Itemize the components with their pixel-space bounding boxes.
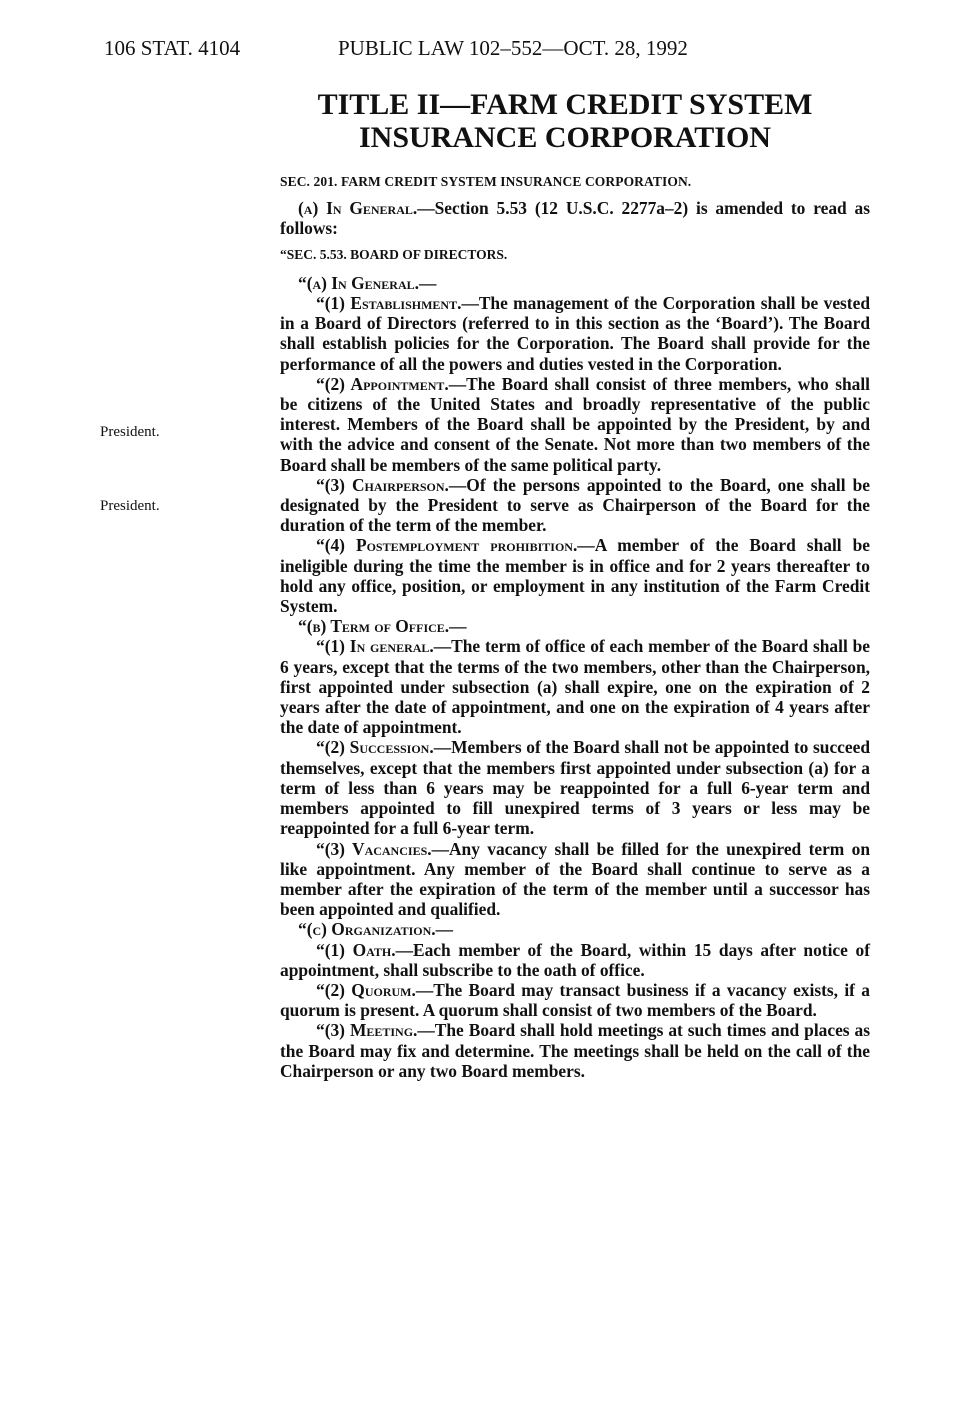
- subsection-a-general: “(a) In General.—: [298, 272, 437, 293]
- margin-note-president-2: President.: [100, 498, 160, 514]
- subsection-a-label: (a) In General.: [298, 198, 418, 219]
- paragraph-quorum: “(2) Quorum.—The Board may transact business if a vacancy exists, if a quorum is present. A quorum shall consist of two members of the Board.: [280, 979, 870, 1021]
- section-body: [280, 170, 870, 1081]
- title-line-2: INSURANCE CORPORATION: [359, 121, 771, 154]
- section-heading: SEC. 201. FARM CREDIT SYSTEM INSURANCE CORPORATION.: [280, 174, 692, 189]
- paragraph-appointment: “(2) Appointment.—The Board shall consist of three members, who shall be citizens of the United States and broadly representative of the public interest. Members of the Board shall be appointed by the President, by and with the advice and consent of the Senate. Not more than two members of the Board shall be members of the same political party.: [280, 373, 870, 475]
- statute-page-reference: 106 STAT. 4104: [104, 36, 241, 60]
- paragraph-succession: “(2) Succession.—Members of the Board shall not be appointed to succeed themselves, except that the members first appointed under subsection (a) for a term of less than 6 years may be reappointed for a full 6-year term and members appointed to fill unexpired terms of 3 years or less may be reappointed for a full 6-year term.: [280, 737, 870, 839]
- sub-section-heading: “SEC. 5.53. BOARD OF DIRECTORS.: [280, 246, 508, 262]
- title-heading: [240, 88, 890, 154]
- margin-note-president-1: President.: [100, 424, 160, 440]
- paragraph-term-general: “(1) In general.—The term of office of each member of the Board shall be 6 years, except that the terms of the two members, other than the Chairperson, first appointed under subsection (a) shall expire, one on the expiration of 2 years after the date of appointment, and one on the expiration of 4 years after the date of appointment.: [280, 636, 870, 738]
- paragraph-oath: “(1) Oath.—Each member of the Board, within 15 days after notice of appointment, shall subscribe to the oath of office.: [280, 939, 870, 980]
- paragraph-vacancies: “(3) Vacancies.—Any vacancy shall be filled for the unexpired term on like appointment. Any member of the Board shall continue to serve as a member after the expiration of the term of the member until a successor has been appointed and qualified.: [280, 838, 870, 920]
- public-law-header: PUBLIC LAW 102–552—OCT. 28, 1992: [338, 36, 688, 60]
- paragraph-meeting: “(3) Meeting.—The Board shall hold meetings at such times and places as the Board may fix and determine. The meetings shall be held on the call of the Chairperson or any two Board members.: [280, 1020, 870, 1081]
- subsection-c-heading: “(c) Organization.—: [298, 919, 454, 940]
- subsection-b-heading: “(b) Term of Office.—: [298, 616, 467, 637]
- paragraph-establishment: “(1) Establishment.—The management of the Corporation shall be vested in a Board of Directors (referred to in this section as the ‘Board’). The Board shall establish policies for the Corporation. The Board shall provide for the performance of all the powers and duties vested in the Corporation.: [280, 293, 870, 374]
- paragraph-chairperson: “(3) Chairperson.—Of the persons appointed to the Board, one shall be designated by the President to serve as Chairperson of the Board for the duration of the term of the member.: [280, 474, 870, 536]
- subsection-a-intro: (a) In General.—Section 5.53 (12 U.S.C. 2277a–2) is amended to read as follows:: [280, 198, 870, 239]
- paragraph-postemployment: “(4) Postemployment prohibition.—A member of the Board shall be ineligible during the time the member is in office and for 2 years thereafter to hold any office, position, or employment in any institution of the Farm Credit System.: [280, 535, 870, 617]
- title-line-1: TITLE II—FARM CREDIT SYSTEM: [317, 88, 813, 121]
